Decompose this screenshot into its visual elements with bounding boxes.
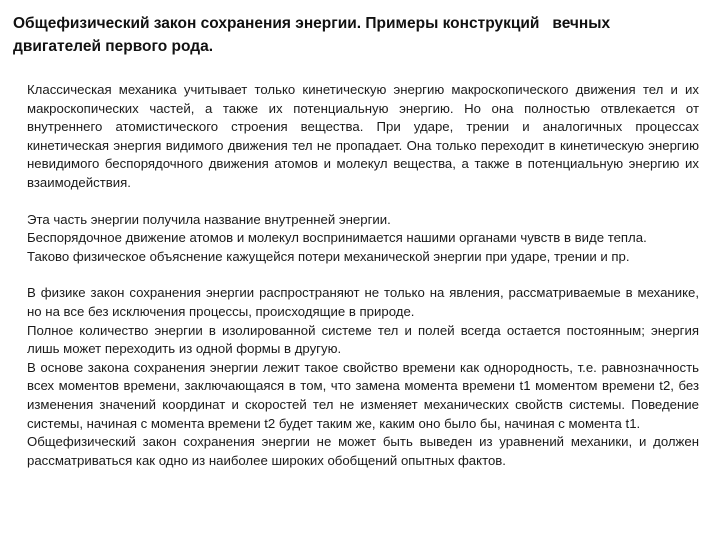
paragraph: Беспорядочное движение атомов и молекул воспринимается нашими органами чувств в виде тепла. — [27, 230, 647, 246]
text-block-3 — [27, 284, 699, 470]
block-spacer — [27, 193, 699, 211]
paragraph: Эта часть энергии получила название внутренней энергии. — [27, 211, 391, 227]
paragraph: В физике закон сохранения энергии распространяют не только на явления, рассматриваемые в механике, но на все без исключения процессы, происходящие в природе. — [27, 285, 699, 319]
text-block-1 — [27, 81, 699, 193]
text-block-2 — [27, 211, 699, 267]
paragraph: Таково физическое объяснение кажущейся потери механической энергии при ударе, трении и пр. — [27, 248, 630, 264]
slide-title-line-1: Общефизический закон сохранения энергии. Примеры конструкций вечных — [13, 15, 611, 32]
body-text — [27, 81, 699, 470]
slide-title — [13, 12, 703, 58]
paragraph: Общефизический закон сохранения энергии не может быть выведен из уравнений механики, и должен рассматриваться как одно из наиболее широких обобщений опытных фактов. — [27, 434, 699, 468]
paragraph: Классическая механика учитывает только кинетическую энергию макроскопического движения тел и их макроскопических частей, а также их потенциальную энергию. Но она полностью отвлекается от внутреннего атомистического строения вещества. При ударе, трении и аналогичных процессах кинетическая энергия видимого движения тел не пропадает. Она только переходит в кинетическую энергию невидимого беспорядочного движения атомов и молекул вещества, а также в потенциальную энергию их взаимодействия. — [27, 82, 699, 190]
slide-title-line-2: двигателей первого рода. — [13, 38, 214, 55]
paragraph: Полное количество энергии в изолированной системе тел и полей всегда остается постоянным; энергия лишь может переходить из одной формы в другую. — [27, 322, 699, 357]
block-spacer — [27, 266, 699, 284]
paragraph: В основе закона сохранения энергии лежит такое свойство времени как однородность, т.е. равнозначность всех моментов времени, заключающаяся в том, что замена момента времени t1 моментом времени t2, без изменения значений координат и скоростей тел не изменяет механических свойств системы. Поведение системы, начиная с момента времени t2 будет таким же, каким оно было бы, начиная с момента t1. — [27, 359, 699, 431]
